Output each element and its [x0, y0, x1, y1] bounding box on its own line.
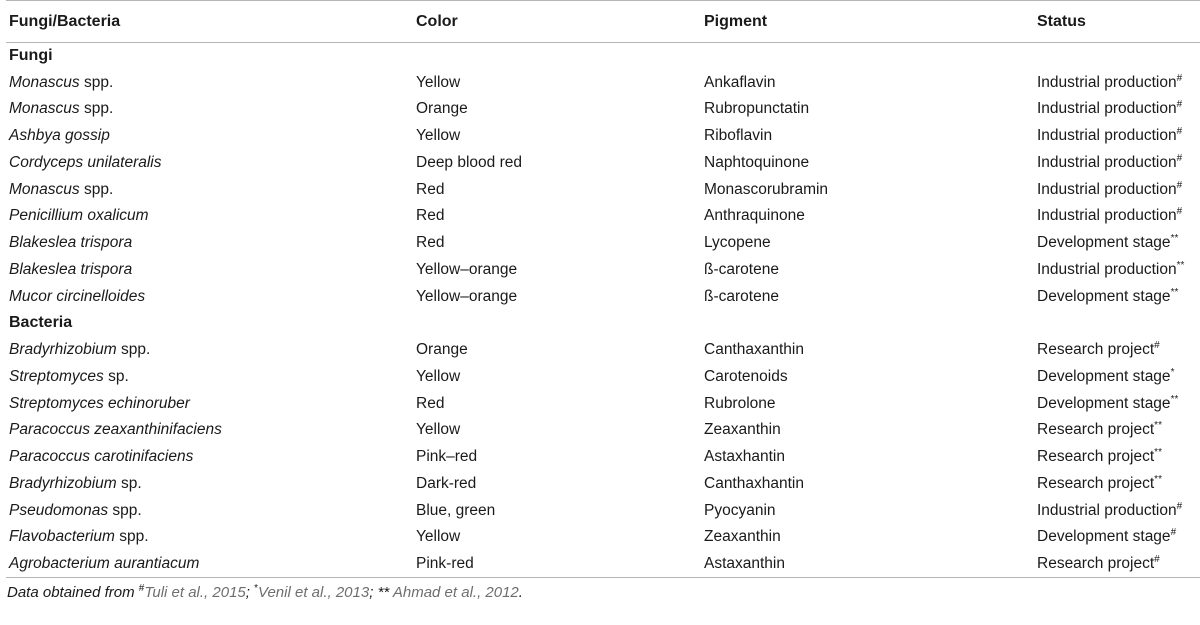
status-footnote-mark: **	[1154, 420, 1162, 432]
status-footnote-mark: #	[1154, 340, 1160, 352]
organism-name: Monascus	[9, 100, 80, 118]
status-text: Research project	[1037, 554, 1155, 572]
table-row	[6, 444, 1200, 471]
header-row	[6, 1, 1200, 43]
status-cell	[1034, 471, 1200, 498]
organism-qualifier: spp.	[83, 73, 114, 91]
status-cell	[1034, 96, 1200, 123]
footnote-ref-ahmad[interactable]: Ahmad et al., 2012	[392, 584, 519, 601]
pigment-cell: ß-carotene	[704, 287, 779, 305]
organism-qualifier: spp.	[83, 180, 114, 198]
color-cell: Red	[416, 180, 445, 198]
status-text: Industrial production	[1037, 73, 1177, 91]
status-text: Research project	[1037, 421, 1155, 439]
header-organism: Fungi/Bacteria	[6, 1, 413, 43]
table-row	[6, 150, 1200, 177]
pigment-cell: Zeaxanthin	[704, 421, 781, 439]
table-row	[6, 123, 1200, 150]
table-row	[6, 257, 1200, 284]
status-cell	[1034, 444, 1200, 471]
color-cell: Dark-red	[416, 474, 477, 492]
organism-qualifier: sp.	[121, 474, 142, 492]
color-cell: Red	[416, 234, 445, 252]
section-row-fungi	[6, 43, 1200, 70]
pigment-cell: Rubropunctatin	[704, 100, 810, 118]
organism-name: Bradyrhizobium	[9, 474, 117, 492]
pigment-cell: Zeaxanthin	[704, 528, 781, 546]
status-footnote-mark: #	[1176, 126, 1183, 138]
organism-cell	[6, 230, 413, 257]
pigment-cell: Ankaflavin	[704, 73, 776, 91]
table-row	[6, 551, 1200, 578]
status-footnote-mark: #	[1154, 553, 1160, 565]
status-footnote-mark: **	[1154, 473, 1162, 485]
organism-name: Mucor circinelloides	[9, 287, 146, 305]
status-cell	[1034, 150, 1200, 177]
color-cell: Red	[416, 394, 445, 412]
organism-name: Streptomyces	[9, 367, 104, 385]
color-cell: Blue, green	[416, 501, 496, 519]
organism-cell	[6, 337, 413, 364]
color-cell: Pink-red	[413, 551, 701, 578]
organism-name: Cordyceps unilateralis	[9, 153, 162, 171]
organism-name: Flavobacterium	[9, 528, 115, 546]
section-row-bacteria	[6, 310, 1200, 337]
table-row	[6, 364, 1200, 391]
section-label: Bacteria	[9, 314, 73, 332]
organism-name: Pseudomonas	[9, 501, 109, 519]
organism-cell	[6, 96, 413, 123]
pigment-cell: ß-carotene	[704, 260, 779, 278]
status-cell	[1034, 497, 1200, 524]
section-label: Fungi	[9, 47, 53, 65]
organism-name: Agrobacterium aurantiacum	[9, 554, 200, 572]
status-footnote-mark: #	[1176, 500, 1183, 512]
color-cell: Orange	[416, 341, 468, 359]
footnote-sep-1: ;	[245, 584, 255, 601]
color-cell: Red	[416, 207, 445, 225]
table-row	[6, 524, 1200, 551]
pigment-cell: Carotenoids	[704, 367, 788, 385]
status-footnote-mark: #	[1170, 527, 1177, 539]
organism-name: Paracoccus carotinifaciens	[9, 448, 194, 466]
status-cell	[1034, 551, 1200, 578]
pigment-cell: Pyocyanin	[704, 501, 776, 519]
status-cell	[1034, 337, 1200, 364]
status-text: Industrial production	[1037, 501, 1177, 519]
status-footnote-mark: **	[1154, 447, 1162, 459]
footnote-intro: Data obtained from	[7, 584, 139, 601]
header-status: Status	[1034, 1, 1200, 43]
status-footnote-mark: **	[1170, 393, 1179, 405]
table-row	[6, 203, 1200, 230]
color-cell: Yellow	[416, 367, 461, 385]
pigment-cell: Astaxanthin	[701, 551, 1034, 578]
organism-cell	[6, 176, 413, 203]
color-cell: Yellow	[416, 127, 461, 145]
organism-cell	[6, 390, 413, 417]
table-row	[6, 471, 1200, 498]
header-pigment: Pigment	[701, 1, 1034, 43]
color-cell: Orange	[416, 100, 468, 118]
table-row	[6, 96, 1200, 123]
organism-name: Penicillium oxalicum	[9, 207, 149, 225]
table-row	[6, 283, 1200, 310]
status-cell	[1034, 283, 1200, 310]
organism-qualifier: sp.	[108, 367, 129, 385]
pigment-cell: Monascorubramin	[704, 180, 829, 198]
organism-cell	[6, 364, 413, 391]
color-cell: Yellow	[416, 421, 461, 439]
color-cell: Yellow	[416, 73, 461, 91]
status-cell	[1034, 230, 1200, 257]
status-text: Industrial production	[1037, 260, 1177, 278]
status-text: Industrial production	[1037, 100, 1177, 118]
color-cell: Deep blood red	[416, 153, 522, 171]
status-footnote-mark: *	[1170, 366, 1175, 378]
status-cell	[1034, 176, 1200, 203]
footnote-sep-2: ;	[369, 584, 378, 601]
table-body	[6, 43, 1200, 578]
footnote-end: .	[518, 584, 523, 601]
organism-cell	[6, 551, 413, 578]
organism-cell	[6, 283, 413, 310]
status-footnote-mark: **	[1170, 233, 1179, 245]
organism-cell	[6, 203, 413, 230]
organism-name: Streptomyces echinoruber	[9, 394, 190, 412]
organism-qualifier: spp.	[119, 528, 149, 546]
pigment-cell: Lycopene	[704, 234, 771, 252]
status-cell	[1034, 203, 1200, 230]
organism-cell	[6, 417, 413, 444]
status-footnote-mark: #	[1176, 152, 1183, 164]
pigment-cell: Canthaxanthin	[704, 341, 804, 359]
header-color: Color	[413, 1, 701, 43]
organism-qualifier: spp.	[112, 501, 142, 519]
organism-cell	[6, 444, 413, 471]
table-row	[6, 337, 1200, 364]
status-footnote-mark: #	[1176, 206, 1183, 218]
pigment-cell: Anthraquinone	[704, 207, 805, 225]
status-cell	[1034, 257, 1200, 284]
color-cell: Pink–red	[416, 448, 478, 466]
organism-name: Monascus	[9, 73, 80, 91]
footnote-mark-3: **	[377, 584, 393, 601]
status-cell	[1034, 364, 1200, 391]
footnote-ref-venil[interactable]: Venil et al., 2013	[258, 584, 370, 601]
footnote-mark-1: #	[138, 583, 145, 594]
pigment-cell: Naphtoquinone	[704, 153, 810, 171]
status-cell	[1034, 417, 1200, 444]
organism-cell	[6, 257, 413, 284]
organism-cell	[6, 524, 413, 551]
status-text: Industrial production	[1037, 180, 1177, 198]
footnote	[7, 584, 1200, 601]
status-text: Research project	[1037, 474, 1155, 492]
status-text: Development stage	[1037, 287, 1171, 305]
status-text: Development stage	[1037, 234, 1171, 252]
color-cell: Yellow–orange	[416, 287, 518, 305]
color-cell: Yellow–orange	[416, 260, 518, 278]
organism-cell	[6, 69, 413, 96]
organism-qualifier: spp.	[83, 100, 114, 118]
organism-cell	[6, 123, 413, 150]
status-text: Development stage	[1037, 394, 1171, 412]
table-row	[6, 176, 1200, 203]
status-text: Industrial production	[1037, 207, 1177, 225]
status-cell	[1034, 123, 1200, 150]
pigment-cell: Canthaxhantin	[704, 474, 804, 492]
table-row	[6, 69, 1200, 96]
footnote-mark-2: *	[254, 583, 259, 594]
organism-cell	[6, 497, 413, 524]
status-text: Industrial production	[1037, 153, 1177, 171]
status-footnote-mark: #	[1176, 72, 1183, 84]
status-cell	[1034, 524, 1200, 551]
organism-cell	[6, 150, 413, 177]
status-footnote-mark: **	[1170, 286, 1179, 298]
organism-name: Paracoccus zeaxanthinifaciens	[9, 421, 222, 439]
status-footnote-mark: #	[1176, 99, 1183, 111]
status-text: Research project	[1037, 448, 1155, 466]
status-text: Research project	[1037, 341, 1155, 359]
status-text: Development stage	[1037, 367, 1171, 385]
pigment-cell: Riboflavin	[704, 127, 773, 145]
color-cell: Yellow	[416, 528, 461, 546]
pigment-table	[6, 0, 1200, 578]
status-cell	[1034, 69, 1200, 96]
pigment-cell: Rubrolone	[704, 394, 776, 412]
status-footnote-mark: #	[1176, 179, 1183, 191]
organism-name: Blakeslea trispora	[9, 234, 133, 252]
status-text: Development stage	[1037, 528, 1171, 546]
pigment-cell: Astaxhantin	[704, 448, 785, 466]
table-row	[6, 497, 1200, 524]
organism-cell	[6, 471, 413, 498]
table-row	[6, 390, 1200, 417]
table-row	[6, 417, 1200, 444]
footnote-ref-tuli[interactable]: Tuli et al., 2015	[144, 584, 246, 601]
status-cell	[1034, 390, 1200, 417]
status-footnote-mark: **	[1176, 259, 1185, 271]
table-row	[6, 230, 1200, 257]
organism-name: Ashbya gossip	[9, 127, 110, 145]
organism-qualifier: spp.	[121, 341, 151, 359]
organism-name: Bradyrhizobium	[9, 341, 117, 359]
organism-name: Monascus	[9, 180, 80, 198]
status-text: Industrial production	[1037, 127, 1177, 145]
organism-name: Blakeslea trispora	[9, 260, 133, 278]
